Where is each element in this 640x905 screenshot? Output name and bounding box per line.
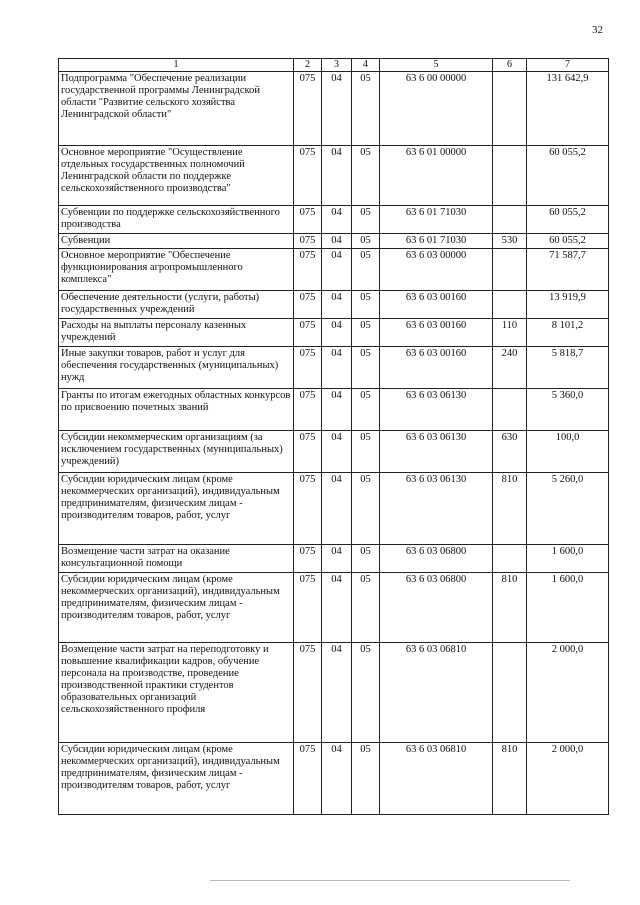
- table-row: [59, 72, 609, 146]
- row-name: Возмещение части затрат на переподготовку и повышение квалификации кадров, обучение персонала на производстве, проведение производственной практики студентов образовательных организаций сельскохозяйственного профиля: [59, 643, 294, 743]
- row-code-2: 075: [294, 319, 322, 347]
- row-code-6: 530: [493, 234, 527, 249]
- row-code-4: 05: [352, 743, 380, 815]
- row-code-6: 110: [493, 319, 527, 347]
- table-row: [59, 234, 609, 249]
- row-code-4: 05: [352, 389, 380, 431]
- row-name: Основное мероприятие "Обеспечение функционирования агропромышленного комплекса": [59, 249, 294, 291]
- row-amount: 5 360,0: [527, 389, 609, 431]
- row-code-3: 04: [322, 545, 352, 573]
- row-code-4: 05: [352, 573, 380, 643]
- table-row: [59, 146, 609, 206]
- header-col-6: 6: [493, 59, 527, 72]
- header-col-2: 2: [294, 59, 322, 72]
- row-amount: 8 101,2: [527, 319, 609, 347]
- row-amount: 1 600,0: [527, 573, 609, 643]
- row-code-2: 075: [294, 743, 322, 815]
- row-code-5: 63 6 03 06800: [380, 545, 493, 573]
- row-code-3: 04: [322, 146, 352, 206]
- row-code-4: 05: [352, 291, 380, 319]
- row-code-5: 63 6 03 00160: [380, 319, 493, 347]
- row-code-2: 075: [294, 431, 322, 473]
- row-code-6: [493, 72, 527, 146]
- table-row: [59, 206, 609, 234]
- row-code-6: [493, 146, 527, 206]
- row-amount: 100,0: [527, 431, 609, 473]
- row-name: Субсидии юридическим лицам (кроме некоммерческих организаций), индивидуальным предпринимателям, физическим лицам - производителям товаров, работ, услуг: [59, 743, 294, 815]
- header-col-3: 3: [322, 59, 352, 72]
- row-code-6: 810: [493, 743, 527, 815]
- table-row: [59, 249, 609, 291]
- row-code-5: 63 6 03 00160: [380, 291, 493, 319]
- table-row: [59, 743, 609, 815]
- header-col-5: 5: [380, 59, 493, 72]
- row-amount: 5 260,0: [527, 473, 609, 545]
- row-code-4: 05: [352, 473, 380, 545]
- table-row: [59, 573, 609, 643]
- row-code-5: 63 6 03 06800: [380, 573, 493, 643]
- row-name: Обеспечение деятельности (услуги, работы) государственных учреждений: [59, 291, 294, 319]
- row-code-2: 075: [294, 146, 322, 206]
- row-amount: 131 642,9: [527, 72, 609, 146]
- row-code-6: [493, 249, 527, 291]
- row-code-5: 63 6 03 06130: [380, 473, 493, 545]
- row-name: Субсидии юридическим лицам (кроме некоммерческих организаций), индивидуальным предпринимателям, физическим лицам - производителям товаров, работ, услуг: [59, 473, 294, 545]
- row-amount: 5 818,7: [527, 347, 609, 389]
- row-amount: 2 000,0: [527, 743, 609, 815]
- row-name: Основное мероприятие "Осуществление отдельных государственных полномочий Ленинградской области по поддержке сельскохозяйственного производства": [59, 146, 294, 206]
- row-amount: 2 000,0: [527, 643, 609, 743]
- row-code-6: [493, 206, 527, 234]
- scan-edge-line: [210, 880, 570, 881]
- page-number: 32: [592, 24, 603, 36]
- row-code-4: 05: [352, 545, 380, 573]
- row-code-5: 63 6 03 00000: [380, 249, 493, 291]
- header-row: [59, 59, 609, 72]
- row-name: Субвенции: [59, 234, 294, 249]
- table-row: [59, 347, 609, 389]
- row-code-2: 075: [294, 389, 322, 431]
- table-row: [59, 643, 609, 743]
- row-code-3: 04: [322, 291, 352, 319]
- row-code-4: 05: [352, 643, 380, 743]
- row-code-4: 05: [352, 347, 380, 389]
- row-code-2: 075: [294, 347, 322, 389]
- row-name: Возмещение части затрат на оказание консультационной помощи: [59, 545, 294, 573]
- header-col-1: 1: [59, 59, 294, 72]
- row-code-6: 810: [493, 473, 527, 545]
- row-code-6: 630: [493, 431, 527, 473]
- table-row: [59, 431, 609, 473]
- row-code-3: 04: [322, 347, 352, 389]
- row-code-6: [493, 291, 527, 319]
- table-row: [59, 291, 609, 319]
- row-code-6: [493, 545, 527, 573]
- table-row: [59, 319, 609, 347]
- row-code-4: 05: [352, 249, 380, 291]
- row-amount: 13 919,9: [527, 291, 609, 319]
- row-code-3: 04: [322, 234, 352, 249]
- row-code-6: [493, 389, 527, 431]
- row-name: Иные закупки товаров, работ и услуг для обеспечения государственных (муниципальных) нужд: [59, 347, 294, 389]
- row-name: Субсидии юридическим лицам (кроме некоммерческих организаций), индивидуальным предпринимателям, физическим лицам - производителям товаров, работ, услуг: [59, 573, 294, 643]
- row-code-2: 075: [294, 473, 322, 545]
- row-code-2: 075: [294, 291, 322, 319]
- row-code-3: 04: [322, 573, 352, 643]
- row-code-2: 075: [294, 72, 322, 146]
- header-col-7: 7: [527, 59, 609, 72]
- table-row: [59, 389, 609, 431]
- row-code-5: 63 6 01 00000: [380, 146, 493, 206]
- row-code-5: 63 6 01 71030: [380, 234, 493, 249]
- row-amount: 60 055,2: [527, 206, 609, 234]
- row-code-5: 63 6 03 00160: [380, 347, 493, 389]
- row-amount: 71 587,7: [527, 249, 609, 291]
- row-code-5: 63 6 03 06130: [380, 389, 493, 431]
- row-code-3: 04: [322, 206, 352, 234]
- row-code-5: 63 6 00 00000: [380, 72, 493, 146]
- row-code-6: 240: [493, 347, 527, 389]
- row-code-3: 04: [322, 643, 352, 743]
- row-code-5: 63 6 03 06810: [380, 743, 493, 815]
- row-code-2: 075: [294, 643, 322, 743]
- row-code-4: 05: [352, 206, 380, 234]
- table-row: [59, 473, 609, 545]
- row-code-6: [493, 643, 527, 743]
- row-code-6: 810: [493, 573, 527, 643]
- row-name: Гранты по итогам ежегодных областных конкурсов по присвоению почетных званий: [59, 389, 294, 431]
- row-name: Расходы на выплаты персоналу казенных учреждений: [59, 319, 294, 347]
- row-name: Субсидии некоммерческим организациям (за исключением государственных (муниципальных) учреждений): [59, 431, 294, 473]
- budget-table: [58, 58, 609, 815]
- row-amount: 60 055,2: [527, 146, 609, 206]
- row-code-4: 05: [352, 319, 380, 347]
- row-code-3: 04: [322, 249, 352, 291]
- row-code-2: 075: [294, 573, 322, 643]
- row-code-4: 05: [352, 234, 380, 249]
- row-code-4: 05: [352, 146, 380, 206]
- row-code-3: 04: [322, 431, 352, 473]
- row-code-2: 075: [294, 249, 322, 291]
- row-code-4: 05: [352, 72, 380, 146]
- row-code-2: 075: [294, 545, 322, 573]
- row-amount: 60 055,2: [527, 234, 609, 249]
- row-code-4: 05: [352, 431, 380, 473]
- row-code-2: 075: [294, 234, 322, 249]
- row-code-3: 04: [322, 319, 352, 347]
- row-name: Субвенции по поддержке сельскохозяйственного производства: [59, 206, 294, 234]
- row-code-3: 04: [322, 743, 352, 815]
- header-col-4: 4: [352, 59, 380, 72]
- row-code-5: 63 6 03 06130: [380, 431, 493, 473]
- row-code-5: 63 6 01 71030: [380, 206, 493, 234]
- row-code-5: 63 6 03 06810: [380, 643, 493, 743]
- table-row: [59, 545, 609, 573]
- row-code-2: 075: [294, 206, 322, 234]
- row-code-3: 04: [322, 389, 352, 431]
- row-name: Подпрограмма "Обеспечение реализации государственной программы Ленинградской области "Развитие сельского хозяйства Ленинградской области": [59, 72, 294, 146]
- row-code-3: 04: [322, 473, 352, 545]
- row-code-3: 04: [322, 72, 352, 146]
- row-amount: 1 600,0: [527, 545, 609, 573]
